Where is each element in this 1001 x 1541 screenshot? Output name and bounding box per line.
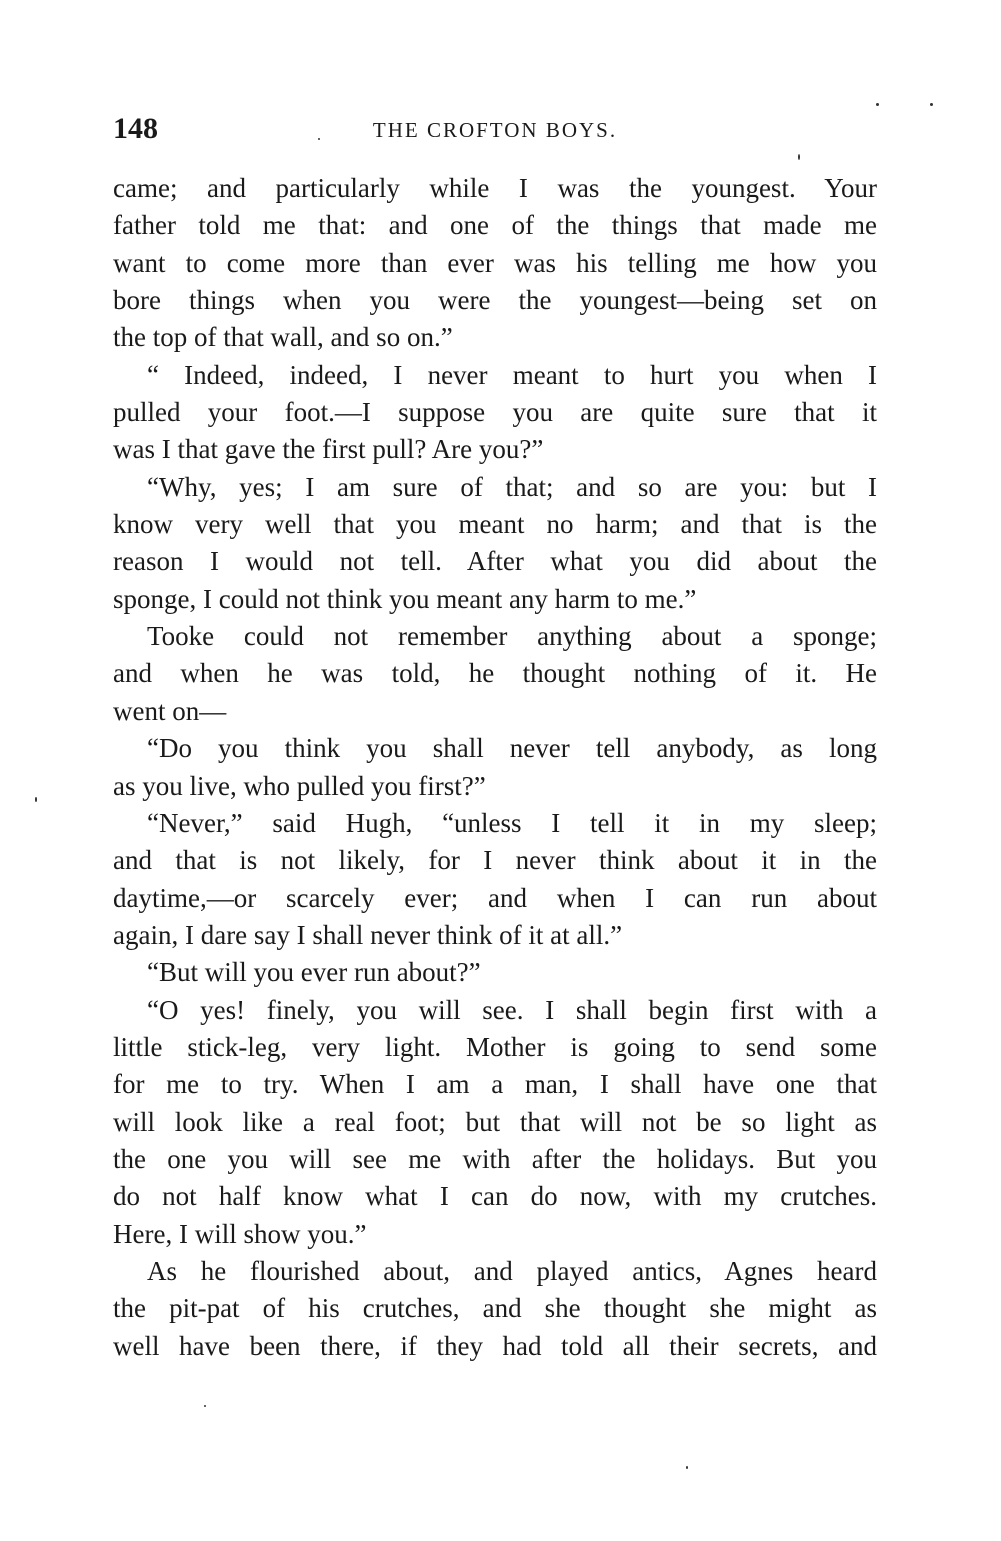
- text-line-content: well have been there, if they had told all their secrets, and: [113, 1330, 877, 1361]
- text-line-content: as you live, who pulled you first?”: [113, 770, 486, 801]
- body-text: [113, 170, 877, 1365]
- scan-speck: [686, 1466, 688, 1469]
- text-line: [113, 917, 877, 954]
- text-line: [113, 1216, 877, 1253]
- text-line-content: “Never,” said Hugh, “unless I tell it in my sleep;: [147, 807, 877, 838]
- text-line: [113, 543, 877, 580]
- text-line: [113, 768, 877, 805]
- text-line: [113, 170, 877, 207]
- text-line-content: the top of that wall, and so on.”: [113, 322, 453, 353]
- scan-speck: [35, 797, 37, 802]
- text-line: [113, 655, 877, 692]
- text-line: [113, 245, 877, 282]
- text-line-content: sponge, I could not think you meant any harm to me.”: [113, 583, 697, 614]
- text-line: [113, 842, 877, 879]
- text-line-content: As he flourished about, and played antics, Agnes heard: [147, 1255, 877, 1286]
- text-line: [113, 1253, 877, 1290]
- text-line: [113, 319, 877, 356]
- text-line-content: was I that gave the first pull? Are you?”: [113, 434, 544, 465]
- text-line-content: pulled your foot.—I suppose you are quite sure that it: [113, 397, 877, 428]
- text-line: [113, 1141, 877, 1178]
- text-line-content: “But will you ever run about?”: [147, 957, 481, 988]
- text-line: [113, 618, 877, 655]
- text-line: [113, 1290, 877, 1327]
- text-line-content: do not half know what I can do now, with my crutches.: [113, 1181, 877, 1212]
- page-header: [113, 112, 877, 152]
- text-line-content: the one you will see me with after the holidays. But you: [113, 1143, 877, 1174]
- scan-speck: [876, 103, 879, 106]
- text-line: [113, 282, 877, 319]
- text-line: [113, 581, 877, 618]
- scan-speck: [798, 154, 800, 160]
- text-line: [113, 992, 877, 1029]
- text-line-content: and when he was told, he thought nothing of it. He: [113, 658, 877, 689]
- text-line-content: “ Indeed, indeed, I never meant to hurt you when I: [147, 359, 877, 390]
- text-line: [113, 1029, 877, 1066]
- scan-speck: [930, 103, 933, 106]
- scan-speck: [318, 138, 320, 140]
- text-line-content: “Do you think you shall never tell anybody, as long: [147, 733, 877, 764]
- text-line-content: came; and particularly while I was the youngest. Your: [113, 173, 877, 203]
- text-line: [113, 954, 877, 991]
- text-line-content: little stick-leg, very light. Mother is going to send some: [113, 1031, 877, 1062]
- text-line: [113, 693, 877, 730]
- text-line: [113, 207, 877, 244]
- text-line: [113, 357, 877, 394]
- text-line: [113, 1104, 877, 1141]
- text-line-content: reason I would not tell. After what you did about the: [113, 546, 877, 577]
- text-line-content: went on—: [113, 695, 227, 726]
- text-line: [113, 1328, 877, 1365]
- text-line-content: for me to try. When I am a man, I shall have one that: [113, 1069, 877, 1100]
- running-title: THE CROFTON BOYS.: [372, 118, 618, 142]
- text-line-content: father told me that: and one of the things that made me: [113, 210, 877, 241]
- text-line: [113, 880, 877, 917]
- text-line-content: again, I dare say I shall never think of it at all.”: [113, 919, 623, 950]
- page-number: 148: [113, 112, 158, 145]
- text-line-content: “Why, yes; I am sure of that; and so are you: but I: [147, 471, 877, 502]
- text-line-content: daytime,—or scarcely ever; and when I can run about: [113, 882, 877, 913]
- text-line-content: bore things when you were the youngest—being set on: [113, 285, 877, 316]
- text-line: [113, 394, 877, 431]
- scan-speck: [204, 1405, 206, 1407]
- text-line-content: know very well that you meant no harm; and that is the: [113, 509, 877, 540]
- text-line-content: will look like a real foot; but that will not be so light as: [113, 1106, 877, 1137]
- text-line: [113, 431, 877, 468]
- text-line-content: the pit-pat of his crutches, and she thought she might as: [113, 1293, 877, 1324]
- text-line-content: “O yes! finely, you will see. I shall begin first with a: [147, 994, 877, 1025]
- text-line: [113, 1066, 877, 1103]
- text-line: [113, 805, 877, 842]
- text-line: [113, 1178, 877, 1215]
- text-line-content: Here, I will show you.”: [113, 1218, 367, 1249]
- text-line-content: and that is not likely, for I never think about it in the: [113, 845, 877, 876]
- text-line-content: Tooke could not remember anything about a sponge;: [147, 621, 877, 652]
- text-line: [113, 469, 877, 506]
- text-line: [113, 730, 877, 767]
- text-line: [113, 506, 877, 543]
- text-line-content: want to come more than ever was his telling me how you: [113, 247, 877, 278]
